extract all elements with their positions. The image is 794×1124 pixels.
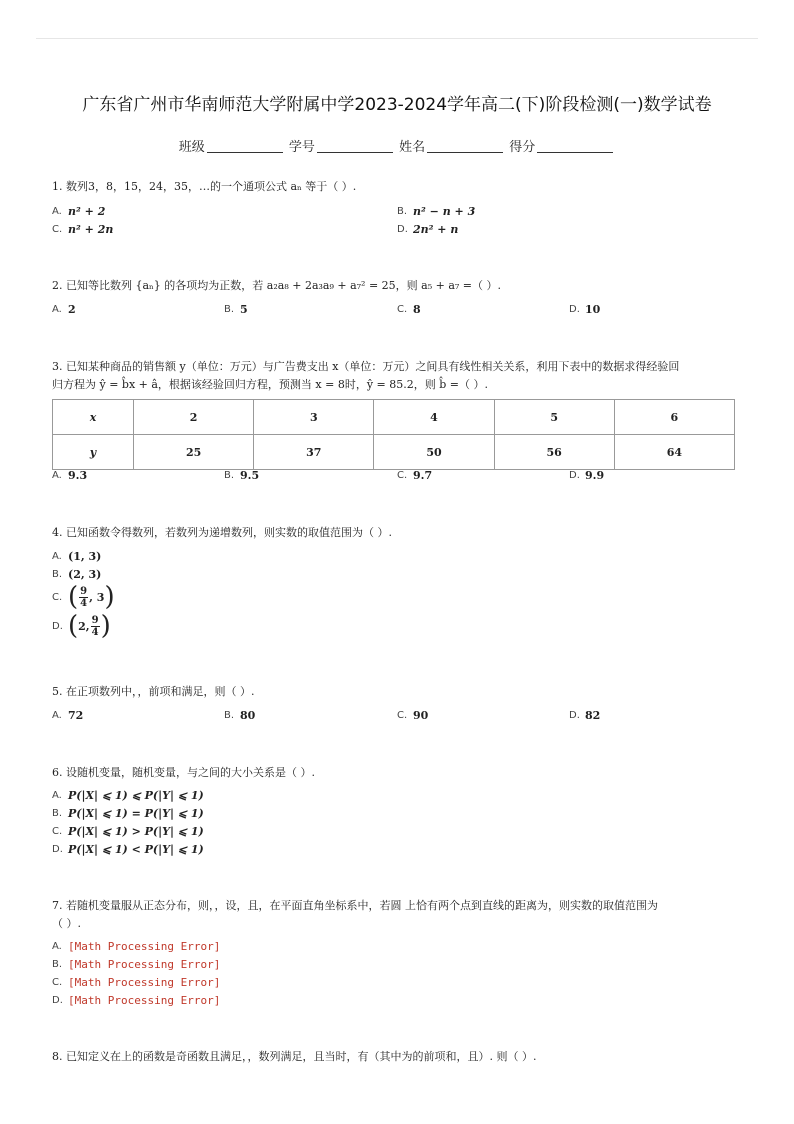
- name-blank[interactable]: [427, 140, 503, 153]
- fraction-expression: ( 2, 9 4 ): [68, 611, 111, 641]
- question-2-option-a[interactable]: A. 2: [52, 303, 76, 316]
- question-6-option-c[interactable]: C. P(|X| ⩽ 1) > P(|Y| ⩽ 1): [52, 825, 204, 838]
- table-cell: 3: [254, 400, 374, 435]
- question-3-stem-line-1: 3. 已知某种商品的销售额 y（单位：万元）与广告费支出 x（单位：万元）之间具有线性相关关系，利用下表中的数据求得经验回: [52, 360, 680, 373]
- fraction: 9 4: [80, 585, 88, 609]
- table-cell: 56: [494, 435, 614, 470]
- table-cell: 50: [374, 435, 494, 470]
- question-1-option-b[interactable]: B. n² − n + 3: [397, 205, 476, 218]
- table-cell: x: [53, 400, 134, 435]
- question-5-option-c[interactable]: C. 90: [397, 709, 429, 722]
- question-3-option-c[interactable]: C. 9.7: [397, 469, 433, 482]
- question-5-stem: 5. 在正项数列中，，前项和满足，则（ ）.: [52, 685, 255, 698]
- question-8-stem: 8. 已知定义在上的函数是奇函数且满足，，数列满足，且当时，有（其中为的前项和，且）. 则（ ）.: [52, 1050, 537, 1063]
- question-5-option-a[interactable]: A. 72: [52, 709, 84, 722]
- header-divider: [36, 38, 758, 39]
- question-7-stem-line-1: 7. 若随机变量服从正态分布，则，，设，且，在平面直角坐标系中，若圆 上恰有两个点到直线的距离为，则实数的取值范围为: [52, 899, 658, 912]
- question-6-option-d[interactable]: D. P(|X| ⩽ 1) < P(|Y| ⩽ 1): [52, 843, 204, 856]
- table-cell: 6: [614, 400, 734, 435]
- question-7-option-d[interactable]: D. [Math Processing Error]: [52, 994, 221, 1007]
- right-paren: ): [104, 582, 115, 612]
- question-2-option-c[interactable]: C. 8: [397, 303, 421, 316]
- question-3-stem-line-2: 归方程为 ŷ = b̂x + â，根据该经验回归方程，预测当 x = 8时，ŷ = 85.2，则 b̂ =（ ）.: [52, 378, 489, 391]
- score-blank[interactable]: [537, 140, 613, 153]
- table-row: [53, 400, 735, 435]
- question-7-stem-line-2: （ ）.: [52, 917, 81, 930]
- table-cell: 64: [614, 435, 734, 470]
- table-cell: 37: [254, 435, 374, 470]
- table-cell: 4: [374, 400, 494, 435]
- fraction-expression: ( 9 4 , 3 ): [68, 582, 115, 612]
- table-cell: 25: [134, 435, 254, 470]
- question-1-stem: 1. 数列3，8，15，24，35，…的一个通项公式 aₙ 等于（ ）.: [52, 180, 357, 193]
- table-cell: 2: [134, 400, 254, 435]
- left-paren: (: [68, 582, 79, 612]
- left-paren: (: [68, 611, 79, 641]
- question-7-option-b[interactable]: B. [Math Processing Error]: [52, 958, 221, 971]
- question-1-option-c[interactable]: C. n² + 2n: [52, 223, 114, 236]
- class-blank[interactable]: [207, 140, 283, 153]
- fraction: 9 4: [91, 614, 99, 638]
- question-1-option-a[interactable]: A. n² + 2: [52, 205, 106, 218]
- question-4-stem: 4. 已知函数令得数列，若数列为递增数列，则实数的取值范围为（ ）.: [52, 526, 392, 539]
- question-5-option-d[interactable]: D. 82: [569, 709, 601, 722]
- class-label: 班级: [178, 140, 205, 155]
- question-1-option-d[interactable]: D. 2n² + n: [397, 223, 459, 236]
- question-4-option-d[interactable]: D. ( 2, 9 4 ): [52, 611, 111, 641]
- number-blank[interactable]: [317, 140, 393, 153]
- question-3-data-table: [52, 399, 735, 470]
- question-2-option-b[interactable]: B. 5: [224, 303, 248, 316]
- table-cell: 5: [494, 400, 614, 435]
- question-7-option-a[interactable]: A. [Math Processing Error]: [52, 940, 221, 953]
- question-6-option-a[interactable]: A. P(|X| ⩽ 1) ⩽ P(|Y| ⩽ 1): [52, 789, 204, 802]
- question-2-option-d[interactable]: D. 10: [569, 303, 601, 316]
- page-title: 广东省广州市华南师范大学附属中学2023-2024学年高二(下)阶段检测(一)数学试卷: [82, 95, 712, 115]
- question-4-option-b[interactable]: B. (2, 3): [52, 568, 102, 581]
- question-4-option-c[interactable]: C. ( 9 4 , 3 ): [52, 582, 115, 612]
- question-6-option-b[interactable]: B. P(|X| ⩽ 1) = P(|Y| ⩽ 1): [52, 807, 204, 820]
- question-3-option-b[interactable]: B. 9.5: [224, 469, 260, 482]
- table-row: [53, 435, 735, 470]
- table-cell: y: [53, 435, 134, 470]
- number-label: 学号: [288, 140, 315, 155]
- question-7-option-c[interactable]: C. [Math Processing Error]: [52, 976, 221, 989]
- name-label: 姓名: [399, 140, 426, 155]
- question-3-option-a[interactable]: A. 9.3: [52, 469, 88, 482]
- score-label: 得分: [509, 140, 536, 155]
- student-info-line: [0, 136, 794, 155]
- right-paren: ): [100, 611, 111, 641]
- question-2-stem: 2. 已知等比数列 {aₙ} 的各项均为正数，若 a₂a₈ + 2a₃a₉ + a₇² = 25，则 a₅ + a₇ =（ ）.: [52, 279, 502, 292]
- question-4-option-a[interactable]: A. (1, 3): [52, 550, 102, 563]
- question-5-option-b[interactable]: B. 80: [224, 709, 256, 722]
- question-6-stem: 6. 设随机变量，随机变量，与之间的大小关系是（ ）.: [52, 766, 315, 779]
- question-3-option-d[interactable]: D. 9.9: [569, 469, 605, 482]
